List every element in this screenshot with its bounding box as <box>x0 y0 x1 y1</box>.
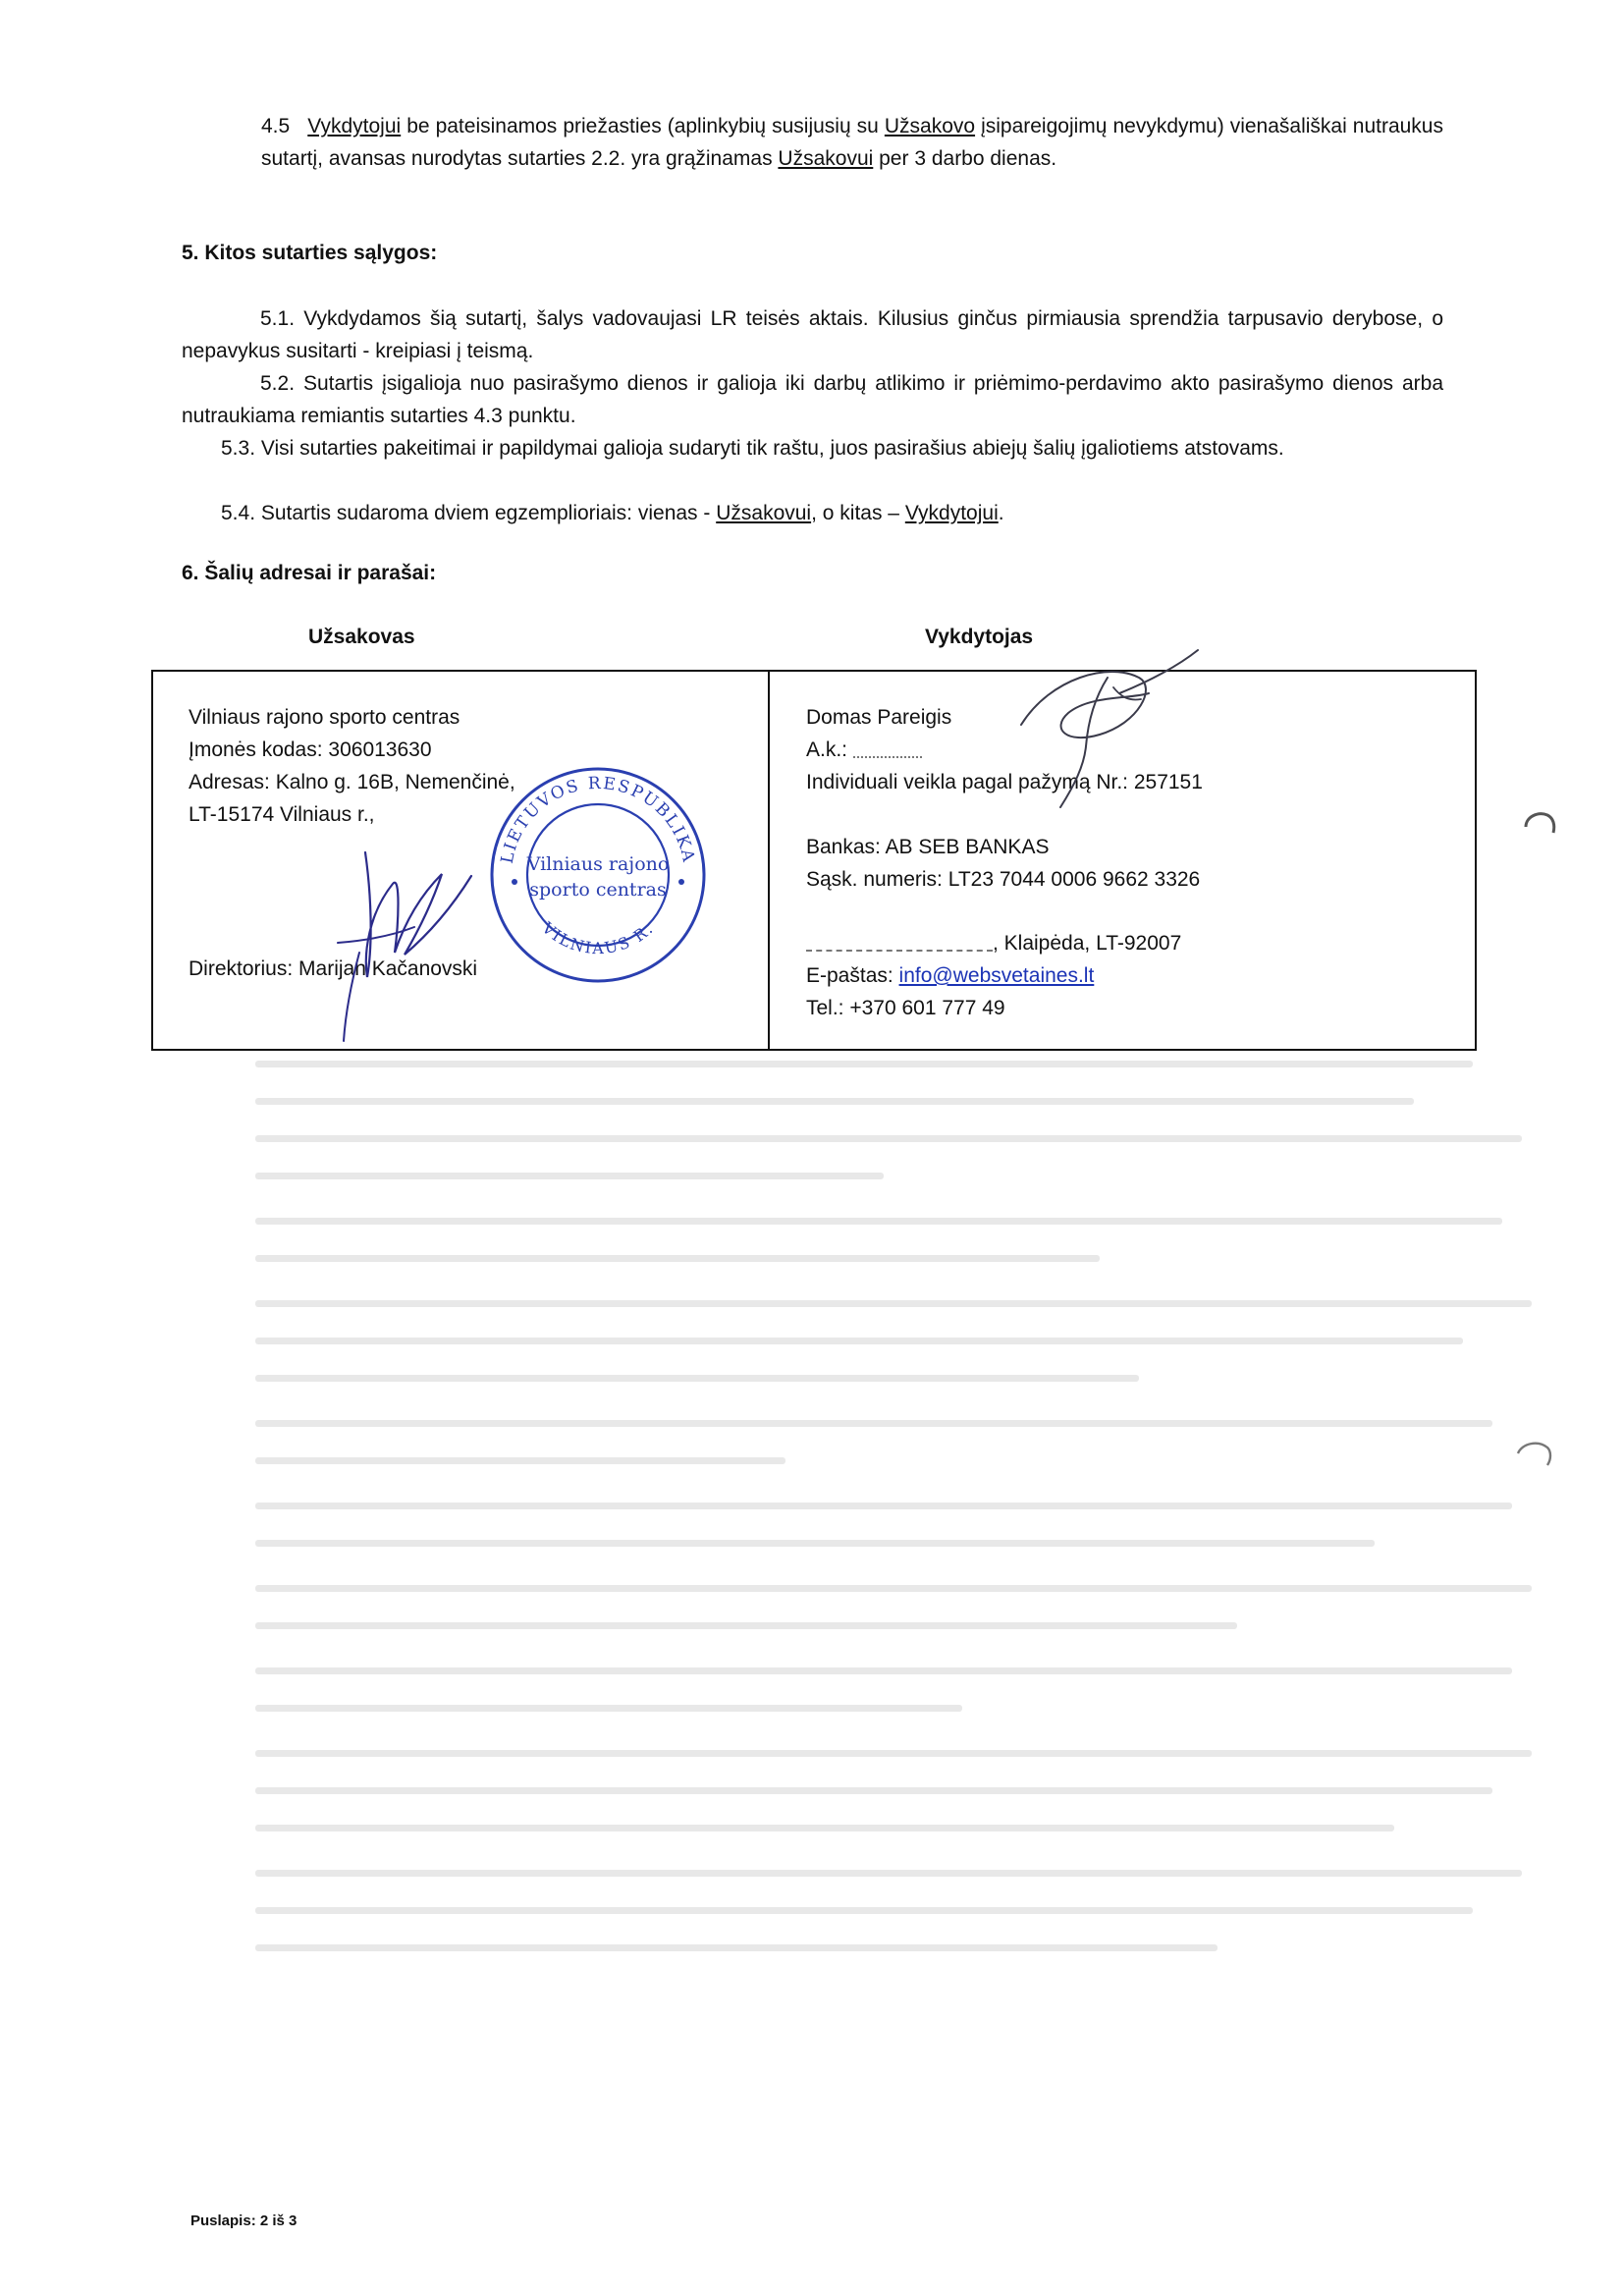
redacted-street <box>806 936 993 952</box>
clause-text: . <box>998 502 1004 524</box>
stamp-top-text: LIETUVOS RESPUBLIKA <box>497 773 699 866</box>
hole-punch-mark-icon <box>1520 807 1559 847</box>
section-5-heading: 5. Kitos sutarties sąlygos: <box>182 242 438 264</box>
contractor-city: , Klaipėda, LT-92007 <box>993 932 1182 955</box>
customer-signature-icon <box>324 805 491 1051</box>
email-link[interactable]: info@websvetaines.lt <box>898 964 1095 987</box>
table-divider <box>768 672 770 1049</box>
term-contractor: Vykdytojui <box>904 502 999 524</box>
customer-company-code: Įmonės kodas: 306013630 <box>189 738 432 761</box>
clause-text: , o kitas – <box>811 502 905 524</box>
contractor-account: Sąsk. numeris: LT23 7044 0006 9662 3326 <box>806 868 1201 891</box>
contractor-bank: Bankas: AB SEB BANKAS <box>806 836 1050 858</box>
page-number: Puslapis: 2 iš 3 <box>190 2213 298 2229</box>
redacted-value <box>853 742 922 758</box>
hole-punch-mark-icon <box>1512 1436 1555 1475</box>
contractor-signature-icon <box>992 638 1208 815</box>
official-stamp-icon <box>487 764 709 986</box>
contractor-name: Domas Pareigis <box>806 706 952 729</box>
contractor-personal-code <box>806 736 922 764</box>
clause-text: 5.4. Sutartis sudaroma dviem egzemplioriais: vienas - <box>221 502 717 524</box>
svg-text:LIETUVOS RESPUBLIKA <box>498 774 699 865</box>
stamp-center-line-1: Vilniaus rajono <box>526 853 670 875</box>
customer-address: Adresas: Kalno g. 16B, Nemenčinė, <box>189 771 515 793</box>
clause-5-1: 5.1. Vykdydamos šią sutartį, šalys vadovaujasi LR teisės aktais. Kilusius ginčus pirmiausia sprendžia tarpusavio derybose, o nepavykus susitarti - kreipiasi į teismą. <box>182 307 1443 362</box>
stamp-center-line-2: sporto centras <box>529 879 667 901</box>
clause-number: 4.5 <box>261 115 291 137</box>
email-label: E-paštas: <box>806 964 899 987</box>
customer-column-header: Užsakovas <box>308 626 415 648</box>
clause-text: per 3 darbo dienas. <box>873 147 1057 170</box>
term-customer: Užsakovui <box>778 147 874 170</box>
svg-text:VILNIAUS R. <box>538 918 658 958</box>
clause-text: įsipareigojimų nevykdymu) vienašališkai nutraukus sutartį, avansas nurodytas sutarties 2.2. yra grąžinamas <box>261 115 1443 170</box>
customer-address-postcode: LT-15174 Vilniaus r., <box>189 803 375 826</box>
clause-5-3: 5.3. Visi sutarties pakeitimai ir papildymai galioja sudaryti tik raštu, juos pasirašius abiejų šalių įgaliotiems atstovams. <box>221 437 1284 460</box>
contractor-address <box>806 929 1181 957</box>
customer-name: Vilniaus rajono sporto centras <box>189 706 460 729</box>
clause-4-5 <box>261 110 1443 175</box>
customer-director: Direktorius: Marijan Kačanovski <box>189 957 478 980</box>
clause-5-2: 5.2. Sutartis įsigalioja nuo pasirašymo dienos ir galioja iki darbų atlikimo ir priėmimo-perdavimo akto pasirašymo dienos arba nutraukiama remiantis sutarties 4.3 punktu. <box>182 372 1443 427</box>
term-customer: Užsakovui <box>716 502 812 524</box>
clause-text: be pateisinamos priežasties (aplinkybių susijusių su <box>401 115 885 137</box>
clause-5-4 <box>221 497 1443 529</box>
contractor-phone: Tel.: +370 601 777 49 <box>806 997 1005 1019</box>
contractor-personal-code-label: A.k.: <box>806 738 848 761</box>
stamp-bottom-text: VILNIAUS R. <box>538 918 658 958</box>
contractor-certificate: Individuali veikla pagal pažymą Nr.: 257151 <box>806 771 1203 793</box>
contractor-column-header: Vykdytojas <box>925 626 1034 648</box>
bleed-through-text <box>236 1061 1542 1974</box>
term-contractor: Vykdytojui <box>307 115 402 137</box>
section-6-heading: 6. Šalių adresai ir parašai: <box>182 562 437 584</box>
term-customer: Užsakovo <box>884 115 976 137</box>
contractor-email <box>806 961 1094 990</box>
